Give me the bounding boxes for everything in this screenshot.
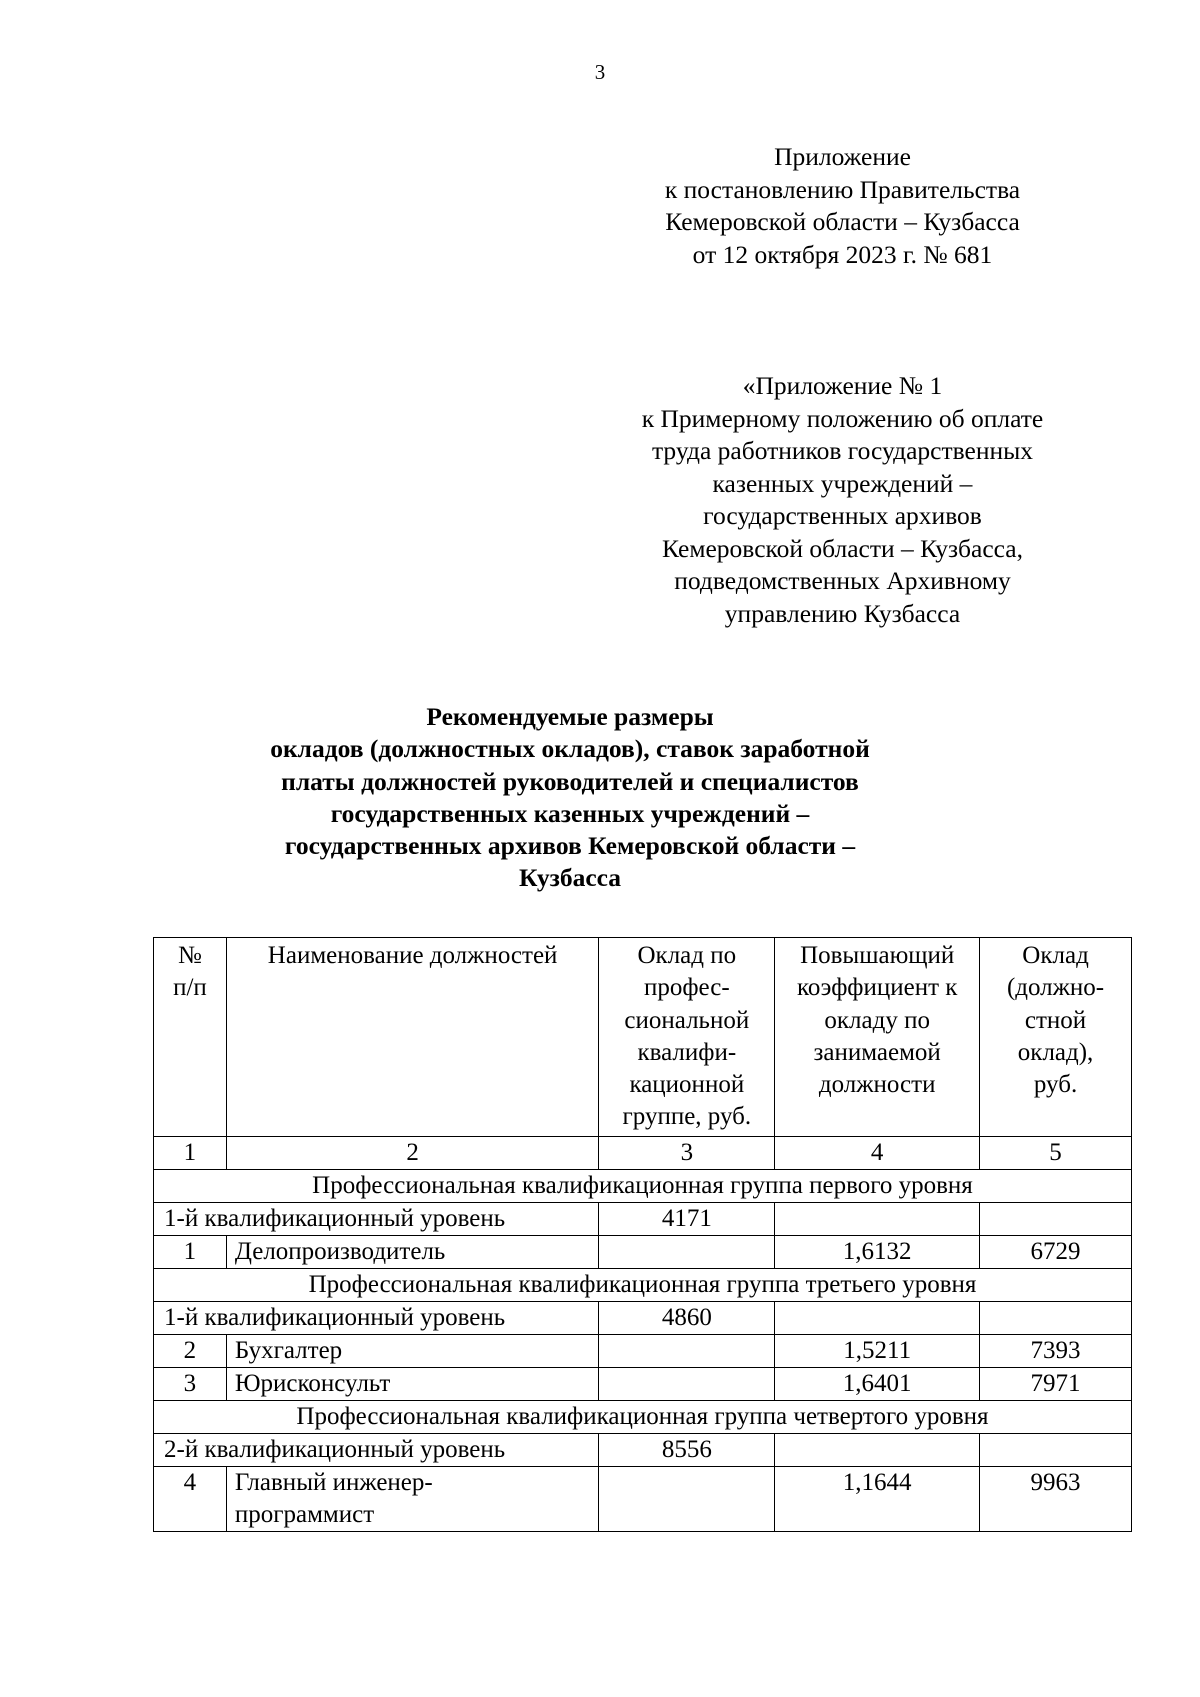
group-title-row: [154, 1268, 1132, 1301]
salary: 6729: [980, 1235, 1132, 1268]
salary: 7393: [980, 1334, 1132, 1367]
group-title-row: [154, 1400, 1132, 1433]
appendix-inner-line: государственных архивов: [703, 501, 982, 530]
appendix-inner-line: казенных учреждений –: [712, 468, 973, 498]
column-number: 2: [226, 1136, 599, 1169]
position-name: Главный инженер- программист: [226, 1466, 599, 1531]
header-num: № п/п: [154, 938, 227, 1137]
appendix-inner-line: к Примерному положению об оплате: [641, 403, 1044, 433]
appendix-inner-line: «Приложение № 1: [742, 371, 943, 400]
title-line: Рекомендуемые размеры: [426, 702, 714, 731]
base-salary: 8556: [599, 1433, 775, 1466]
qualification-level: 1-й квалификационный уровень: [154, 1202, 599, 1235]
group-title: Профессиональная квалификационная группа первого уровня: [154, 1169, 1132, 1202]
base-salary: 4860: [599, 1301, 775, 1334]
salary-table: [153, 937, 1132, 1532]
qualification-level: 1-й квалификационный уровень: [154, 1301, 599, 1334]
qualification-level-row: [154, 1202, 1132, 1235]
coefficient: 1,5211: [775, 1334, 980, 1367]
column-number: 1: [154, 1136, 227, 1169]
coefficient: 1,1644: [775, 1466, 980, 1531]
table-row: [154, 1367, 1132, 1400]
title-line: государственных архивов Кемеровской области –: [284, 831, 856, 861]
appendix-inner-header: [590, 370, 1095, 630]
row-number: 4: [154, 1466, 227, 1531]
salary: 9963: [980, 1466, 1132, 1531]
table-header-row: [154, 938, 1132, 1137]
column-number: 3: [599, 1136, 775, 1169]
header-name: Наименование должностей: [226, 938, 599, 1137]
appendix-inner-line: управлению Кузбасса: [724, 598, 961, 628]
appendix-line: к постановлению Правительства: [664, 174, 1021, 204]
table-row: [154, 1334, 1132, 1367]
header-base-salary: Оклад по профес- сиональной квалифи- кационной группе, руб.: [599, 938, 775, 1137]
qualification-level-row: [154, 1301, 1132, 1334]
appendix-inner-line: Кемеровской области – Кузбасса,: [662, 533, 1023, 563]
appendix-line: от 12 октября 2023 г. № 681: [692, 239, 993, 269]
appendix-line: Кемеровской области – Кузбасса: [665, 207, 1020, 236]
appendix-line: Приложение: [774, 142, 911, 171]
qualification-level-row: [154, 1433, 1132, 1466]
column-number: 5: [980, 1136, 1132, 1169]
column-numbers-row: [154, 1136, 1132, 1169]
position-name: Юрисконсульт: [226, 1367, 599, 1400]
qualification-level: 2-й квалификационный уровень: [154, 1433, 599, 1466]
header-salary: Оклад (должно- стной оклад), руб.: [980, 938, 1132, 1137]
group-title-row: [154, 1169, 1132, 1202]
group-title: Профессиональная квалификационная группа четвертого уровня: [154, 1400, 1132, 1433]
header-coefficient: Повышающий коэффициент к окладу по занимаемой должности: [775, 938, 980, 1137]
row-number: 1: [154, 1235, 227, 1268]
appendix-inner-line: подведомственных Архивному: [674, 566, 1011, 595]
row-number: 2: [154, 1334, 227, 1367]
table-row: [154, 1235, 1132, 1268]
salary: 7971: [980, 1367, 1132, 1400]
table-row: [154, 1466, 1132, 1531]
title-line: государственных казенных учреждений –: [330, 798, 810, 828]
coefficient: 1,6401: [775, 1367, 980, 1400]
column-number: 4: [775, 1136, 980, 1169]
appendix-header: [590, 141, 1095, 271]
title-line: платы должностей руководителей и специалистов: [281, 766, 859, 796]
position-name: Делопроизводитель: [226, 1235, 599, 1268]
appendix-inner-line: труда работников государственных: [651, 436, 1034, 465]
title-line: Кузбасса: [518, 863, 622, 893]
base-salary: 4171: [599, 1202, 775, 1235]
coefficient: 1,6132: [775, 1235, 980, 1268]
group-title: Профессиональная квалификационная группа третьего уровня: [154, 1268, 1132, 1301]
position-name: Бухгалтер: [226, 1334, 599, 1367]
row-number: 3: [154, 1367, 227, 1400]
page-number: 3: [594, 60, 606, 84]
title-line: окладов (должностных окладов), ставок заработной: [270, 734, 870, 764]
document-title: [200, 701, 940, 895]
